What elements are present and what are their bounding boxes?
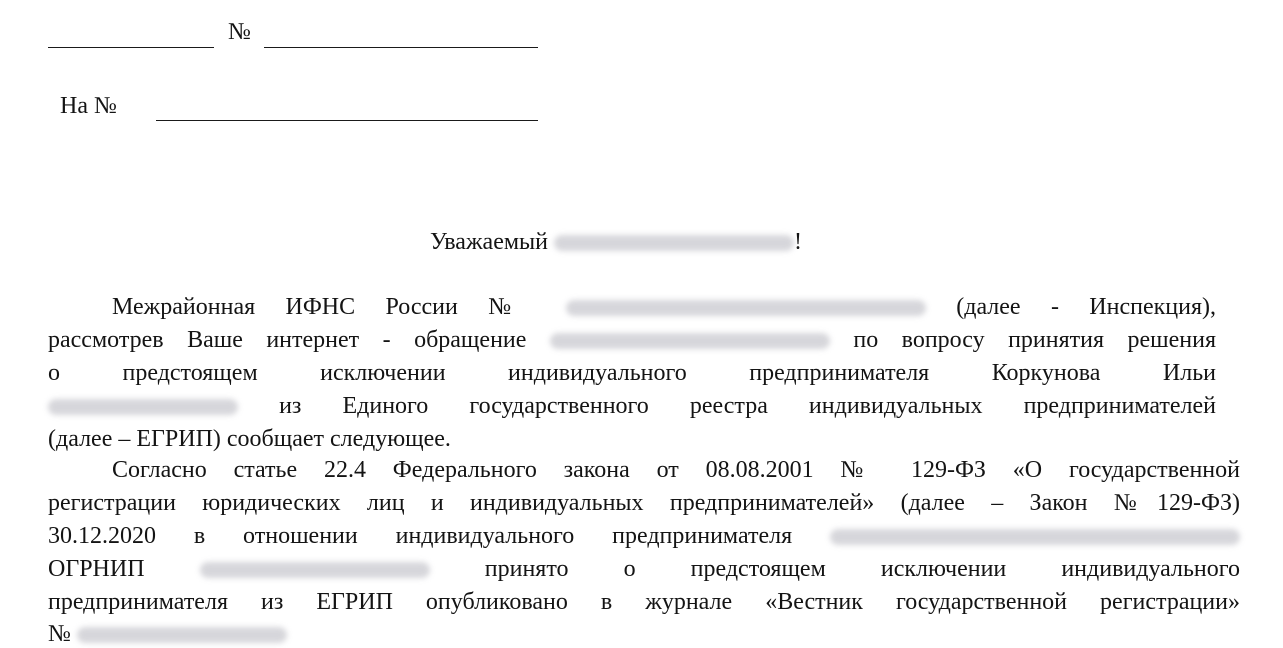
paragraph-1-line-4: из Единого государственного реестра индивидуальных предпринимателей bbox=[48, 390, 1216, 423]
paragraph-1-line-5: (далее – ЕГРИП) сообщает следующее. bbox=[48, 426, 451, 452]
paragraph-2-line-2: регистрации юридических лиц и индивидуальных предпринимателей» (далее – Закон №129-ФЗ) bbox=[48, 490, 1240, 516]
redacted-inspection-name bbox=[566, 300, 926, 316]
paragraph-1-line-2: рассмотрев Ваше интернет - обращение по вопросу принятия решения bbox=[48, 327, 1216, 353]
outgoing-number-field bbox=[264, 47, 538, 48]
paragraph-2-line-5: предпринимателя из ЕГРИП опубликовано в журнале «Вестник государственной регистрации» bbox=[48, 589, 1240, 615]
redacted-ogrnip bbox=[200, 562, 430, 578]
outgoing-date-field bbox=[48, 47, 214, 48]
paragraph-1-line-1: Межрайонная ИФНС России № (далее - Инспекция), bbox=[112, 294, 1217, 320]
paragraph-2-line-3: 30.12.2020 в отношении индивидуального предпринимателя bbox=[48, 520, 1240, 553]
redacted-patronymic bbox=[48, 399, 238, 415]
reply-to-number-field bbox=[156, 120, 538, 121]
salutation-prefix: Уважаемый bbox=[430, 229, 548, 255]
redacted-appeal-number bbox=[550, 333, 830, 349]
paragraph-1-line-3: о предстоящем исключении индивидуального предпринимателя Коркунова Ильи bbox=[48, 360, 1216, 386]
paragraph-2-line-6: № bbox=[48, 620, 287, 648]
salutation bbox=[430, 228, 802, 256]
paragraph-2-line-4: ОГРНИП принято о предстоящем исключении индивидуального bbox=[48, 556, 1241, 582]
redacted-name bbox=[554, 235, 794, 251]
number-sign: № bbox=[228, 19, 251, 45]
reply-to-label: На № bbox=[60, 93, 117, 119]
redacted-entrepreneur-name bbox=[830, 529, 1240, 545]
paragraph-2-line-1: Согласно статье 22.4 Федерального закона от 08.08.2001 № 129-ФЗ «О государственной bbox=[112, 457, 1240, 483]
redacted-journal-number bbox=[77, 627, 287, 643]
salutation-suffix: ! bbox=[794, 229, 802, 255]
